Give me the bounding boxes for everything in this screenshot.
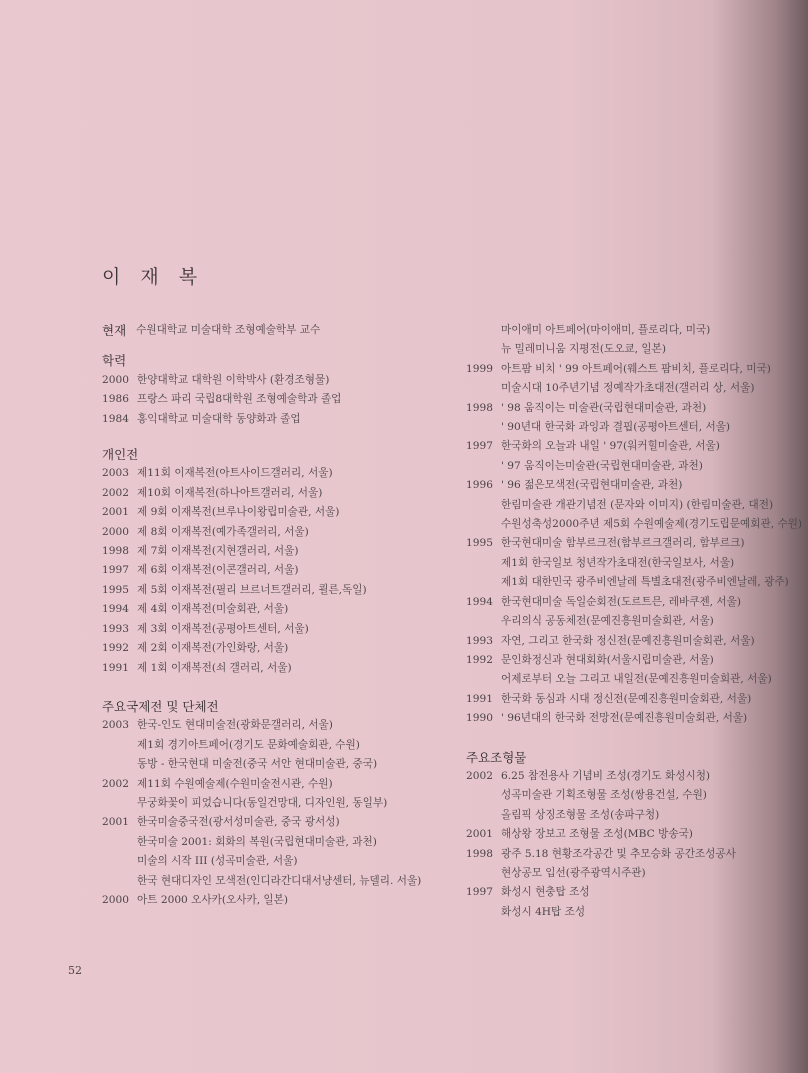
item-year: 1995 — [102, 583, 129, 596]
list-item — [466, 457, 786, 476]
item-year: 1992 — [102, 642, 129, 655]
item-year: 1991 — [102, 661, 129, 674]
item-year: 2000 — [102, 525, 129, 538]
list-item — [102, 716, 457, 735]
list-item — [466, 399, 786, 418]
item-year — [466, 903, 501, 922]
item-text: 한국현대미술 독일순회전(도르트믄, 레바쿠젠, 서울) — [501, 595, 742, 608]
list-item — [102, 891, 457, 910]
item-text: 제 8회 이재복전(예가족갤러리, 서울) — [137, 525, 309, 538]
list-item — [466, 903, 786, 922]
item-year — [466, 806, 501, 825]
item-text: 해상왕 장보고 조형물 조성(MBC 방송국) — [501, 828, 693, 841]
item-year — [466, 321, 501, 340]
list-item — [466, 845, 786, 864]
list-item — [466, 573, 789, 592]
list-item — [102, 852, 457, 871]
item-year — [466, 340, 501, 359]
item-text: 한국현대미술 함부르크전(함부르크갤러리, 함부르크) — [501, 537, 745, 550]
item-year — [466, 670, 501, 689]
group-heading: 주요국제전 및 단체전 — [102, 698, 219, 714]
item-text: 제 7회 이재복전(지현갤러리, 서울) — [137, 545, 299, 558]
item-text: 홍익대학교 미술대학 동양화과 졸업 — [137, 412, 301, 425]
list-item — [102, 639, 457, 658]
item-text: 6.25 참전용사 기념비 조성(경기도 화성시청) — [501, 769, 711, 782]
list-item — [102, 523, 457, 542]
current-position — [102, 321, 457, 340]
item-year: 1997 — [102, 564, 129, 577]
item-year — [102, 794, 137, 813]
item-text: 제 6회 이재복전(이콘갤러리, 서울) — [137, 564, 299, 577]
item-year — [466, 457, 501, 476]
item-text: 문인화정신과 현대회화(서울시립미술관, 서울) — [501, 653, 714, 666]
list-item — [466, 379, 786, 398]
sculpture-heading: 주요조형물 — [466, 749, 527, 765]
item-text: 미술의 시작 III (성곡미술관, 서울) — [137, 855, 298, 868]
item-year: 2000 — [102, 893, 129, 906]
education-heading: 학력 — [102, 353, 127, 369]
item-year: 2002 — [102, 486, 129, 499]
item-year: 2001 — [102, 816, 129, 829]
item-text: ' 96 젊은모색전(국립현대미술관, 과천) — [501, 479, 683, 492]
item-text: 프랑스 파리 국립8대학원 조형예술학과 졸업 — [137, 393, 342, 406]
list-item — [466, 690, 786, 709]
item-year: 2003 — [102, 467, 129, 480]
item-text: 한국-인도 현대미술전(광화문갤러리, 서울) — [137, 719, 333, 732]
item-year: 2001 — [102, 506, 129, 519]
item-text: 어제로부터 오늘 그리고 내일전(문예진흥원미술회관, 서울) — [501, 673, 772, 686]
list-item — [466, 437, 786, 456]
solo-list — [102, 464, 457, 677]
list-item — [466, 515, 803, 534]
item-year — [466, 786, 501, 805]
item-text: ' 98 움직이는 미술관(국립현대미술관, 과천) — [501, 401, 707, 414]
list-item — [466, 340, 786, 359]
list-item — [466, 883, 786, 902]
item-text: 미술시대 10주년기념 정예작가초대전(갤러리 상, 서울) — [501, 382, 755, 395]
item-year: 1994 — [102, 603, 129, 616]
list-item — [466, 786, 786, 805]
list-item — [102, 410, 457, 429]
item-year: 1984 — [102, 412, 129, 425]
education-list — [102, 371, 457, 429]
list-item — [102, 600, 457, 619]
item-text: 수원성축성2000주년 제5회 수원예술제(경기도립문예회관, 수원) — [501, 518, 803, 531]
list-item — [466, 864, 786, 883]
item-text: 한양대학교 대학원 이학박사 (환경조형물) — [137, 373, 330, 386]
item-year — [466, 515, 501, 534]
item-text: 현상공모 입선(광주광역시주관) — [501, 866, 646, 879]
item-year: 1998 — [466, 401, 493, 414]
list-item — [102, 659, 457, 678]
item-text: 제 3회 이재복전(공평아트센터, 서울) — [137, 622, 309, 635]
solo-heading: 개인전 — [102, 447, 139, 463]
item-text: 아트 2000 오사카(오사카, 일본) — [137, 893, 289, 906]
item-year: 2000 — [102, 373, 129, 386]
list-item — [102, 736, 457, 755]
list-item — [466, 534, 786, 553]
item-text: 제 5회 이재복전(필리 브르너트갤러리, 쾰른,독일) — [137, 583, 367, 596]
list-item — [466, 593, 786, 612]
item-text: 한국 현대디자인 모색전(인디라간디대서냥센터, 뉴델리. 서울) — [137, 874, 422, 887]
item-text: ' 90년대 한국화 과잉과 결핍(공평아트센터, 서울) — [501, 421, 731, 434]
page-number: 52 — [68, 964, 82, 977]
list-item — [102, 794, 457, 813]
list-item — [466, 612, 786, 631]
item-year: 1998 — [466, 847, 493, 860]
list-item — [466, 670, 786, 689]
item-year: 1992 — [466, 653, 493, 666]
item-text: 뉴 밀레미니움 지평전(도오쿄, 일본) — [501, 343, 667, 356]
item-text: 한국화의 오늘과 내일 ' 97(워커힐미술관, 서울) — [501, 440, 720, 453]
item-text: ' 97 움직이는미술관(국립현대미술관, 과천) — [501, 459, 703, 472]
item-text: 제1회 대한민국 광주비엔날레 특별초대전(광주비엔날레, 광주) — [501, 576, 789, 589]
item-text: 동방 - 한국현대 미술전(중국 서안 현대미술관, 중국) — [137, 758, 378, 771]
item-text: 한국미술 2001: 회화의 복원(국립현대미술관, 과천) — [137, 835, 377, 848]
list-item — [466, 806, 786, 825]
item-text: 자연, 그리고 한국화 정신전(문예진흥원미술회관, 서울) — [501, 634, 755, 647]
list-item — [102, 833, 457, 852]
list-item — [102, 561, 457, 580]
list-item — [466, 632, 786, 651]
item-year: 1997 — [466, 886, 493, 899]
item-year: 2002 — [466, 769, 493, 782]
item-text: 한국미술중국전(광서성미술관, 중국 광서성) — [137, 816, 340, 829]
list-item — [466, 709, 786, 728]
item-text: 제1회 한국일보 청년작가초대전(한국일보사, 서울) — [501, 556, 735, 569]
item-year: 1996 — [466, 479, 493, 492]
list-item — [102, 775, 457, 794]
item-year — [102, 833, 137, 852]
item-text: 제10회 이재복전(하나아트갤러리, 서울) — [137, 486, 323, 499]
item-year: 1994 — [466, 595, 493, 608]
item-year: 1995 — [466, 537, 493, 550]
list-item — [466, 825, 786, 844]
list-item — [466, 651, 786, 670]
list-item — [466, 496, 786, 515]
item-year — [102, 872, 137, 891]
list-item — [466, 360, 786, 379]
item-year: 2002 — [102, 777, 129, 790]
list-item — [102, 464, 457, 483]
item-text: 아트팜 비치 ' 99 아트페어(웨스트 팜비치, 플로리다, 미국) — [501, 362, 771, 375]
item-year: 1993 — [102, 622, 129, 635]
current-text: 수원대학교 미술대학 조형예술학부 교수 — [136, 324, 321, 336]
list-item — [102, 371, 457, 390]
item-year: 1986 — [102, 393, 129, 406]
current-heading: 현재 — [102, 323, 127, 338]
list-item — [466, 418, 786, 437]
list-item — [466, 321, 786, 340]
item-text: 한림미술관 개관기념전 (문자와 이미지) (한림미술관, 대전) — [501, 498, 774, 511]
item-text: 광주 5.18 현황조각공간 및 추모승화 공간조성공사 — [501, 847, 736, 860]
item-year: 1997 — [466, 440, 493, 453]
item-year — [466, 864, 501, 883]
item-text: 제 2회 이재복전(가인화랑, 서울) — [137, 642, 289, 655]
item-text: 제1회 경기아트페어(경기도 문화예술회관, 수원) — [137, 738, 360, 751]
item-text: 화성시 현충탑 조성 — [501, 886, 590, 899]
item-year: 2001 — [466, 828, 493, 841]
list-item — [466, 767, 786, 786]
sculpture-list — [466, 767, 786, 922]
list-item — [466, 476, 786, 495]
item-year — [466, 554, 501, 573]
group-continued-list — [466, 321, 803, 729]
item-text: 성곡미술관 기획조형물 조성(쌍용건설, 수원) — [501, 789, 707, 802]
list-item — [102, 872, 457, 891]
item-text: 올림픽 상징조형물 조성(송파구청) — [501, 808, 660, 821]
item-year — [102, 755, 137, 774]
item-year — [466, 379, 501, 398]
item-year: 1998 — [102, 545, 129, 558]
item-year: 2003 — [102, 719, 129, 732]
item-text: 제11회 수원예술제(수원미술전시관, 수원) — [137, 777, 333, 790]
item-year: 1999 — [466, 362, 493, 375]
item-text: 우리의식 공동체전(문예진흥원미술회관, 서울) — [501, 615, 714, 628]
item-year — [102, 852, 137, 871]
item-text: 제 4회 이재복전(미술회관, 서울) — [137, 603, 289, 616]
list-item — [102, 542, 457, 561]
list-item — [102, 484, 457, 503]
list-item — [102, 755, 457, 774]
item-year: 1990 — [466, 712, 493, 725]
item-year — [466, 496, 501, 515]
list-item — [102, 581, 457, 600]
item-text: 화성시 4H탑 조성 — [501, 905, 586, 918]
item-year: 1993 — [466, 634, 493, 647]
item-year — [466, 418, 501, 437]
list-item — [466, 554, 786, 573]
item-year — [102, 736, 137, 755]
item-year: 1991 — [466, 692, 493, 705]
list-item — [102, 620, 457, 639]
item-year — [466, 612, 501, 631]
item-text: 한국화 동심과 시대 정신전(문예진흥원미술회관, 서울) — [501, 692, 752, 705]
left-column — [102, 321, 457, 910]
right-column — [466, 321, 803, 922]
artist-name: 이 재 복 — [102, 266, 205, 288]
item-text: 마이애미 아트페어(마이애미, 플로리다, 미국) — [501, 324, 711, 336]
item-text: ' 96년대의 한국화 전망전(문예진흥원미술회관, 서울) — [501, 712, 748, 725]
list-item — [102, 503, 457, 522]
list-item — [102, 813, 457, 832]
item-text: 제 9회 이재복전(브루나이왕립미술관, 서울) — [137, 506, 340, 519]
item-text: 무궁화꽃이 피었습니다(동일건망대, 디자인원, 동일부) — [137, 796, 388, 809]
item-text: 제 1회 이재복전(쇠 갤러리, 서울) — [137, 661, 292, 674]
item-text: 제11회 이재복전(아트사이드갤러리, 서울) — [137, 467, 333, 480]
item-year — [466, 573, 501, 592]
group-list — [102, 716, 457, 910]
list-item — [102, 390, 457, 409]
